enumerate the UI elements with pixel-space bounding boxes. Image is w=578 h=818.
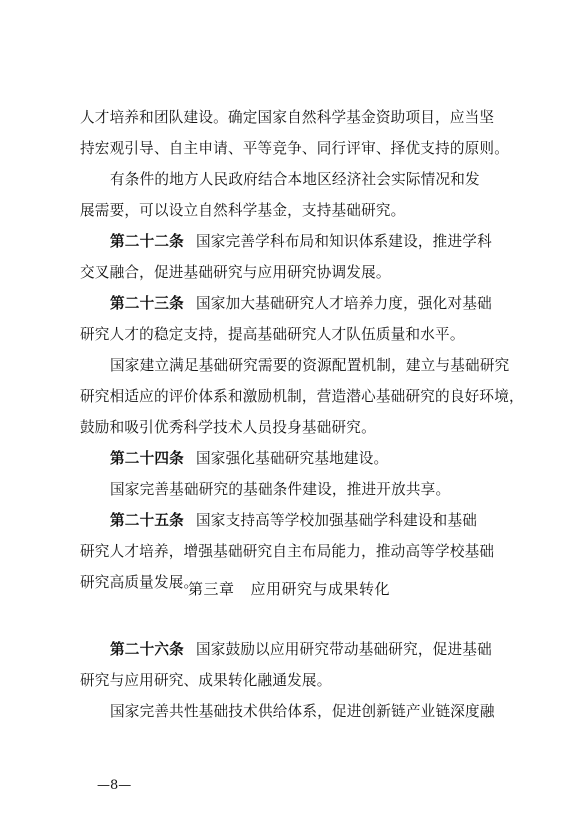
body-text-upper: [80, 102, 524, 598]
text-line: 国家建立满足基础研究需要的资源配置机制，建立与基础研究: [110, 357, 510, 374]
article-24-line: [80, 443, 512, 474]
article-26-line: [80, 634, 512, 665]
page-number: —8—: [97, 778, 132, 793]
article-22-text: 国家完善学科布局和知识体系建设，推进学科: [195, 233, 492, 250]
article-23-text: 国家加大基础研究人才培养力度，强化对基础: [195, 295, 492, 312]
text-line: 研究与应用研究、成果转化融通发展。: [80, 672, 332, 689]
body-text-lower: [80, 634, 512, 727]
text-line: 交叉融合，促进基础研究与应用研究协调发展。: [80, 264, 391, 281]
article-24-text: 国家强化基础研究基地建设。: [195, 450, 389, 467]
text-line: 研究人才的稳定支持，提高基础研究人才队伍质量和水平。: [80, 326, 465, 343]
text-line: 国家完善基础研究的基础条件建设，推进开放共享。: [110, 481, 451, 498]
article-26-label: 第二十六条: [110, 641, 184, 658]
article-22-label: 第二十二条: [110, 233, 184, 250]
chapter-title: 应用研究与成果转化: [250, 580, 391, 598]
article-23-line: [80, 288, 512, 319]
chapter-number: 第三章: [187, 580, 235, 598]
text-line: 持宏观引导、自主申请、平等竞争、同行评审、择优支持的原则。: [80, 140, 510, 157]
article-26-text: 国家鼓励以应用研究带动基础研究，促进基础: [195, 641, 492, 658]
text-line: 有条件的地方人民政府结合本地区经济社会实际情况和发: [110, 171, 480, 188]
article-23-label: 第二十三条: [110, 295, 184, 312]
text-line: 研究高质量发展。: [80, 574, 199, 591]
text-line: 展需要，可以设立自然科学基金，支持基础研究。: [80, 202, 406, 219]
text-line: 研究人才培养，增强基础研究自主布局能力，推动高等学校基础: [80, 543, 495, 560]
article-24-label: 第二十四条: [110, 450, 184, 467]
text-line: 鼓励和吸引优秀科学技术人员投身基础研究。: [80, 419, 376, 436]
text-line: 研究相适应的评价体系和激励机制，营造潜心基础研究的良好环境，: [80, 388, 524, 405]
chapter-heading: [0, 578, 578, 599]
text-line: 人才培养和团队建设。确定国家自然科学基金资助项目，应当坚: [80, 109, 495, 126]
article-25-text: 国家支持高等学校加强基础学科建设和基础: [195, 512, 478, 529]
article-25-label: 第二十五条: [110, 512, 184, 529]
article-25-line: [80, 505, 512, 536]
article-22-line: [80, 226, 512, 257]
text-line: 国家完善共性基础技术供给体系，促进创新链产业链深度融: [110, 703, 495, 720]
